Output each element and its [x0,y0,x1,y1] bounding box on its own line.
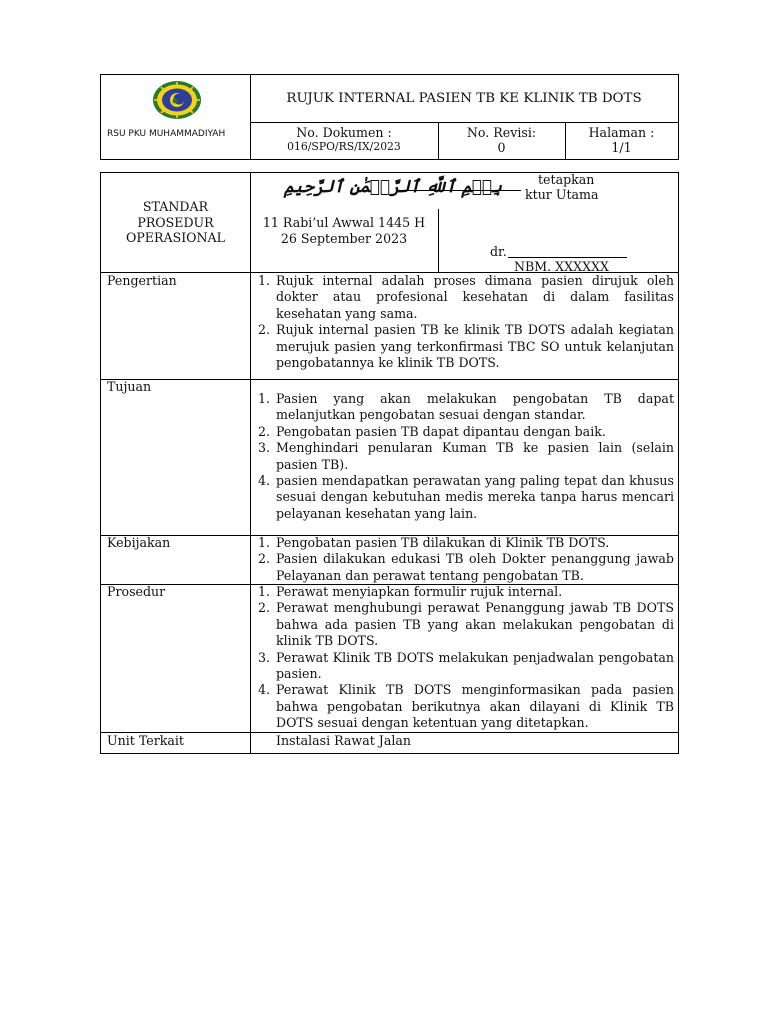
document-header [100,74,679,160]
direktur-text: ktur Utama [525,187,599,202]
revision-label: No. Revisi: [466,125,537,140]
list-item [252,440,674,473]
list-item [252,584,674,600]
section-label-unit-terkait: Unit Terkait [107,733,184,748]
list-number: 1. [258,535,271,550]
list-number: 3. [258,440,271,456]
section-label-pengertian: Pengertian [107,273,177,288]
row-divider [101,379,678,380]
list-text: pasien mendapatkan perawatan yang paling tepat dan khusus sesuai dengan kebutuhan medis mereka tanpa harus mencari pelayanan kesehatan yang lain. [276,473,674,521]
list-number: 2. [258,551,271,567]
list-text: Perawat Klinik TB DOTS melakukan penjadwalan pengobatan pasien. [276,649,674,682]
list-item [252,391,674,424]
list-text: Menghindari penularan Kuman TB ke pasien lain (selain pasien TB). [276,440,674,472]
section-label-tujuan: Tujuan [107,379,152,394]
list-number: 2. [258,423,271,439]
list-number: 3. [258,649,271,665]
list-text: Rujuk internal pasien TB ke klinik TB DOTS adalah kegiatan merujuk pasien yang terkonfirmasi TBC SO untuk kelanjutan pengobatannya ke klinik TB DOTS. [276,322,674,371]
spo-title-line: STANDAR [142,199,209,214]
list-text: Rujuk internal adalah proses dimana pasien dirujuk oleh dokter atau profesional kesehatan di dalam fasilitas kesehatan yang sama. [276,273,674,321]
section-label-kebijakan: Kebijakan [107,535,171,550]
org-name: RSU PKU MUHAMMADIYAH [107,129,226,139]
list-item [252,473,674,522]
list-item [252,551,674,584]
list-item [252,424,674,440]
document-title: RUJUK INTERNAL PASIEN TB KE KLINIK TB DOTS [286,91,642,106]
hospital-logo-icon [151,80,203,120]
list-text: Pasien dilakukan edukasi TB oleh Dokter penanggung jawab Pelayanan dan perawat tentang pengobatan TB. [276,551,674,583]
spo-title-line: PROSEDUR [137,214,214,230]
hijri-date: 11 Rabi’ul Awwal 1445 H [262,215,426,230]
list-number: 2. [258,322,271,338]
list-number: 4. [258,682,271,698]
unit-terkait-value: Instalasi Rawat Jalan [276,733,411,748]
tujuan-list [252,391,674,522]
list-text: Pasien yang akan melakukan pengobatan TB dapat melanjutkan pengobatan sesuai dengan standar. [276,391,674,423]
header-divider [250,122,678,123]
page-label: Halaman : [588,125,655,140]
signature-divider [438,209,439,272]
list-item [252,535,674,551]
spo-title [101,199,250,246]
list-item [252,650,674,683]
revision-value: 0 [497,140,506,155]
signatory-name: dr. [490,244,507,259]
pengertian-list [252,273,674,371]
list-item [252,600,674,649]
list-number: 2. [258,600,271,616]
list-text: Pengobatan pasien TB dilakukan di Klinik TB DOTS. [276,535,610,550]
list-text: Perawat menghubungi perawat Penanggung jawab TB DOTS bahwa ada pasien TB yang akan melakukan pengobatan di klinik TB DOTS. [276,600,674,649]
calligraphy-stroke [401,190,521,191]
section-label-prosedur: Prosedur [107,584,166,599]
list-number: 1. [258,273,271,288]
ditetapkan-text: tetapkan [538,172,595,187]
doc-number-value: 016/SPO/RS/IX/2023 [287,140,401,153]
gregorian-date: 26 September 2023 [280,231,408,246]
signature-line [508,257,627,258]
list-number: 1. [258,584,271,599]
column-divider [250,173,251,753]
list-item [252,682,674,731]
list-item [252,322,674,371]
spo-table [100,172,679,754]
page-value: 1/1 [611,140,632,155]
spo-title-line: OPERASIONAL [126,230,225,246]
list-item [252,273,674,322]
prosedur-list [252,584,674,732]
signatory-nbm: NBM. XXXXXX [514,259,609,274]
basmala-calligraphy: بِسۡمِ ٱللَّهِ ٱلرَّحۡمَٰنِ ٱلرَّحِيمِ [284,177,502,197]
list-number: 1. [258,391,271,406]
list-text: Pengobatan pasien TB dapat dipantau dengan baik. [276,423,606,439]
list-text: Perawat menyiapkan formulir rujuk internal. [276,584,563,599]
list-number: 4. [258,473,271,489]
list-text: Perawat Klinik TB DOTS menginformasikan pada pasien bahwa pengobatan berikutnya akan dilayani di Klinik TB DOTS sesuai dengan ketentuan yang ditetapkan. [276,682,674,731]
kebijakan-list [252,535,674,584]
doc-number-label: No. Dokumen : [296,125,392,140]
